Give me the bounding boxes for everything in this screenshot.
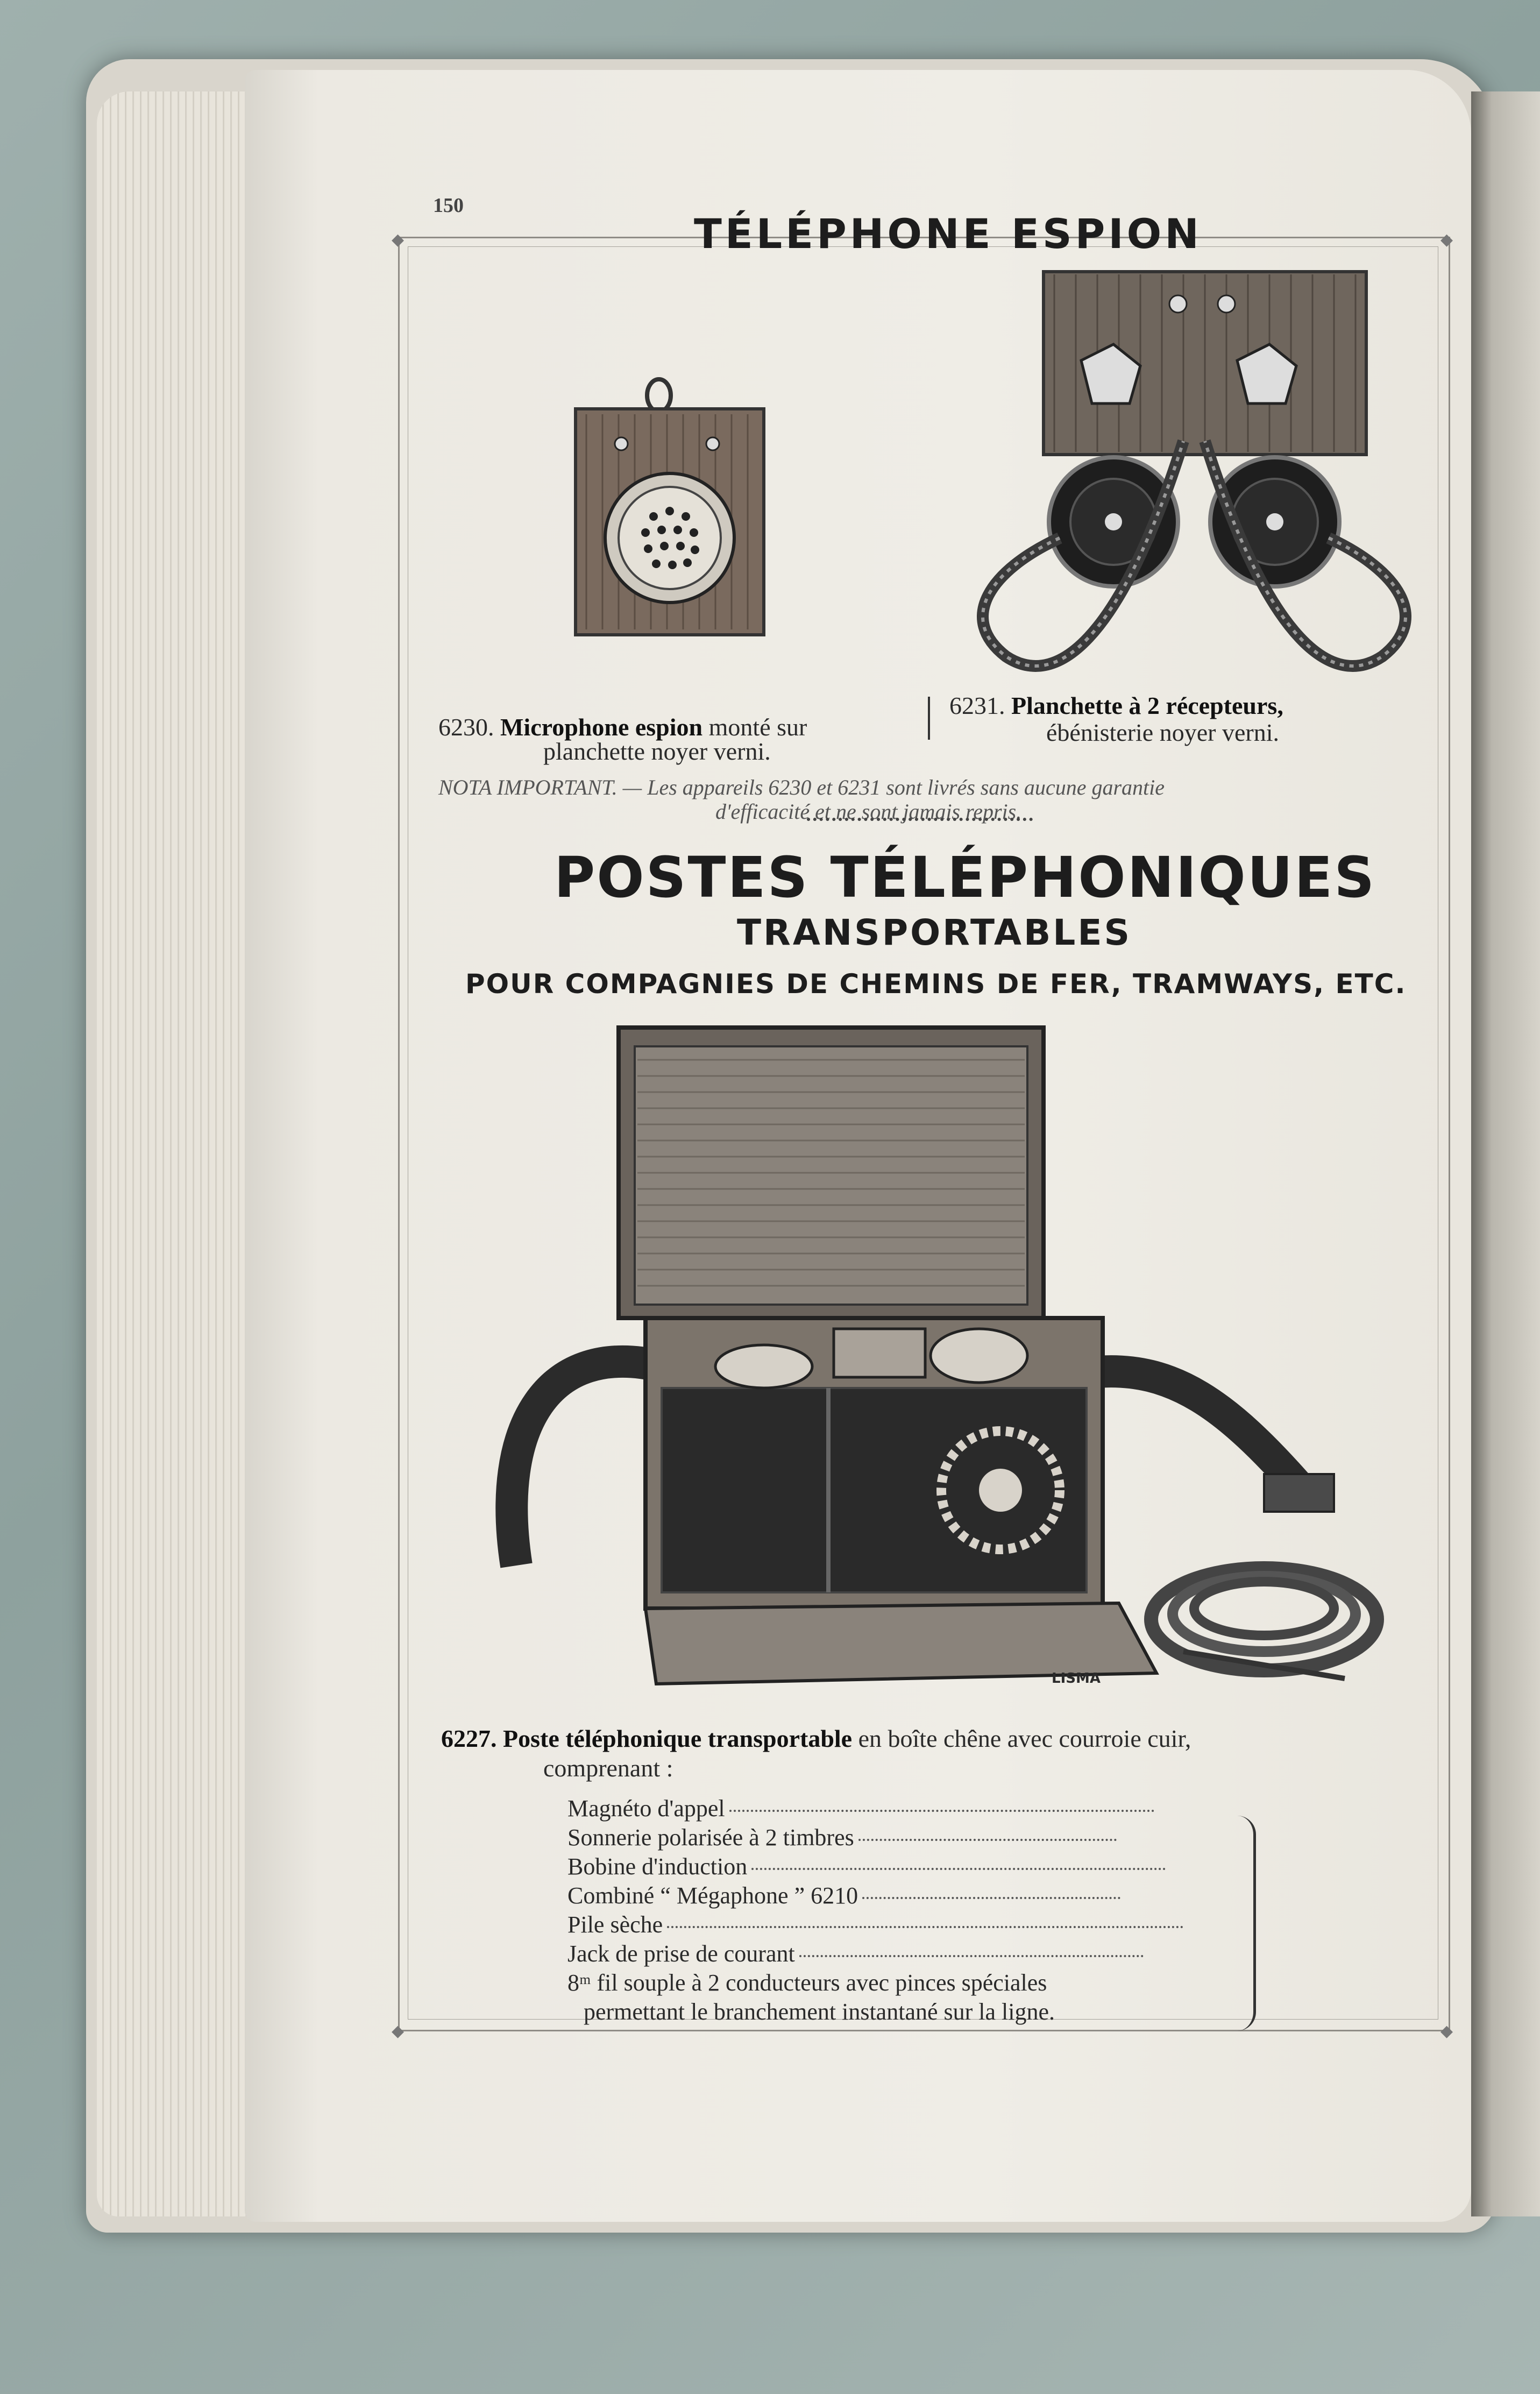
caption-divider — [928, 697, 930, 740]
nota-line1: — Les appareils 6230 et 6231 sont livrés sans aucune garantie — [622, 775, 1165, 799]
page-edges — [97, 91, 258, 2216]
item-6230-desc-line2: planchette noyer verni. — [543, 738, 771, 765]
item-6230-desc: monté sur — [708, 713, 807, 741]
item-6227-desc-line2: comprenant : — [543, 1754, 673, 1782]
item-6227-name: Poste téléphonique transportable — [503, 1725, 853, 1752]
list-item: Magnéto d'appel — [567, 1794, 1183, 1823]
list-item: 8ᵐ fil souple à 2 conducteurs avec pinces spéciales — [567, 1970, 1047, 1996]
corner-ornament-icon: ◆ — [1440, 2022, 1453, 2040]
item-6231-ref: 6231 — [949, 692, 999, 719]
list-item: Sonnerie polarisée à 2 timbres — [567, 1823, 1183, 1852]
next-page-edge — [1471, 91, 1540, 2216]
list-item: permettant le branchement instantané sur la ligne. — [584, 1999, 1055, 2025]
item-6230-name: Microphone espion — [500, 713, 703, 741]
corner-ornament-icon: ◆ — [392, 2022, 404, 2040]
nota-line2: d'efficacité et ne sont jamais repris. — [715, 799, 1022, 824]
section-title-postes: POSTES TÉLÉPHONIQUES — [554, 845, 1376, 910]
corner-ornament-icon: ◆ — [392, 231, 404, 249]
section-subtitle-compagnies: POUR COMPAGNIES DE CHEMINS DE FER, TRAMWAYS, ETC. — [465, 968, 1407, 1000]
corner-ornament-icon: ◆ — [1440, 231, 1453, 249]
item-6230-line1: 6230. Microphone espion monté sur — [438, 713, 807, 741]
components-list — [567, 1794, 1183, 2027]
item-6230-ref: 6230 — [438, 713, 488, 741]
illustration-signature: LISMA — [1052, 1670, 1101, 1687]
item-6231-name: Planchette à 2 récepteurs, — [1011, 692, 1283, 719]
poste-transportable-illustration — [484, 1017, 1409, 1700]
list-item: Pile sèche — [567, 1910, 1183, 1939]
item-6227-desc: en boîte chêne avec courroie cuir, — [858, 1725, 1191, 1752]
list-item: Jack de prise de courant — [567, 1939, 1183, 1968]
planchette-recepteurs-illustration — [957, 269, 1431, 683]
components-brace — [1237, 1816, 1256, 2031]
item-6227-ref: 6227. — [441, 1725, 497, 1752]
nota-important — [438, 775, 1165, 800]
microphone-espion-illustration — [570, 371, 769, 640]
list-item: Combiné “ Mégaphone ” 6210 — [567, 1881, 1183, 1910]
section-title-espion: TÉLÉPHONE ESPION — [694, 210, 1202, 258]
section-subtitle-transportables: TRANSPORTABLES — [737, 912, 1132, 953]
page-number: 150 — [433, 194, 464, 217]
list-item: Bobine d'induction — [567, 1852, 1183, 1881]
item-6231-desc-line2: ébénisterie noyer verni. — [1046, 719, 1279, 746]
item-6231-line1: 6231. Planchette à 2 récepteurs, — [949, 692, 1283, 719]
nota-label: NOTA IMPORTANT. — [438, 775, 618, 799]
item-6227-line1 — [441, 1724, 1191, 1753]
dotted-separator — [807, 818, 1033, 821]
